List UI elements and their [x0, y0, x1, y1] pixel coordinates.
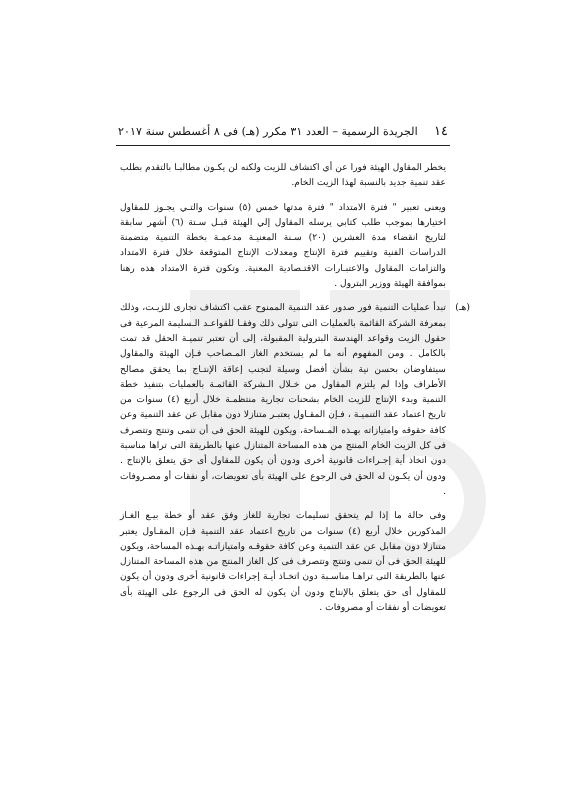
paragraph-extension-period: ويعنى تعبير " فترة الامتداد " فترة مدتها خمس (٥) سنوات والتـي يجـوز للمقاول اختيارها بموجب طلب كتابي يرسله المقاول إلي الهيئة قبـل سـتة (٦) أشهر سابقة لتاريخ انقضاء مدة العشرين (٢٠) سـنة المعنيـة مدعمـة بخطة التنمية متضمنة الدراسات الفنية وتقييم فترة الإنتاج ومعدلات الإنتاج المتوقعة خلال فترة الامتداد والتزامات المقاول والاعتبـارات الاقتـصادية المعنية. وتكون فترة الامتداد هذه رهنا بموافقة الهيئة ووزير البترول . [120, 201, 447, 290]
clause-e-text: تبدأ عمليات التنمية فور صدور عقد التنمية الممنوح عقب اكتشاف تجارى للزيـت، وذلك بمعرفة الشركة القائمة بالعمليات التى تتولى ذلك وفقـا للقواعـد الـسليمة المرعية فى حقول الزيت وقواعد الهندسة البترولية المقبولة، إلى أن تعتبر تنميـة الحقل قد تمت بالكامل . ومن المفهوم أنه ما لم يستخدم الغاز المـصاحب فـإن الهيئة والمقاول سيتفاوضان بحسن نية بشأن أفضل وسيلة لتجنب إعاقة الإنتـاج بما يحقق مصالح الأطراف وإذا لم يلتزم المقاول من خـلال الـشركة القائمـة بالعمليات بتنفيذ خطة التنمية وبدء الإنتاج للزيت الخام بشحنات تجارية منتظمـة خلال أربع (٤) سنوات من تاريخ اعتماد عقد التنميـة ، فـإن المقـاول يعتبـر متنازلا دون مقابل عن عقد التنمية وعن كافة حقوقه وامتيازاته بهـذه المـساحة، ويكون للهيئة الحق فى أن تنمى وتنتج وتتصرف فى كل الزيت الخام المنتج من هذه المساحة المتنازل عنها بالطريقة التى تراها مناسبة دون اتخاذ أية إجـراءات قانونية أخرى ودون أن يكون للمقاول أى حق يتعلق بالإنتاج . ودون أن يكـون له الحق فى الرجوع على الهيئة بأى تعويضات، أو نفقات أو مصـروفات . [120, 302, 446, 497]
paragraph-gas-deliveries: وفى حالة ما إذا لم يتحقق تسليمات تجارية للغاز وفق عقد أو خطة بيـع الغـاز المذكورين خلال أربع (٤) سنوات من تاريخ اعتماد عقد التنمية فـإن المقـاول يعتبر متنازلا دون مقابل عن عقد التنمية وعن كافة حقوقـه وامتيازاتـه بهـذه المساحة، ويكون للهيئة الحق فى أن تنمى وتنتج وتتصرف فى كل الغاز المنتج من هذه المساحة المتنازل عنها بالطريقة التى تراهـا مناسـبة دون اتخـاذ أيـة إجراءات قانونية أخرى ودون أن يكون للمقاول أى حق يتعلق بالإنتاج ودون أن يكون له الحق فى الرجوع على الهيئة بأى تعويضات أو نفقات أو مصروفات . [120, 510, 447, 614]
paragraph-oil-discovery: يخطر المقاول الهيئة فورا عن أي اكتشاف للزيت ولكنه لن يكـون مطالبـا بالتقدم بطلب عقد تنمية جديد بالنسبة لهذا الزيت الخام. [120, 162, 446, 189]
page-number: ١٤ [434, 124, 448, 139]
header-divider [116, 145, 450, 146]
document-body [120, 160, 470, 624]
gazette-title: الجريدة الرسمية – العدد ٣١ مكرر (هـ) فى ٨ أغسطس سنة ٢٠١٧ [118, 125, 418, 138]
page-header [118, 124, 448, 140]
clause-e [120, 300, 470, 499]
clause-marker: (هـ) [455, 302, 470, 314]
